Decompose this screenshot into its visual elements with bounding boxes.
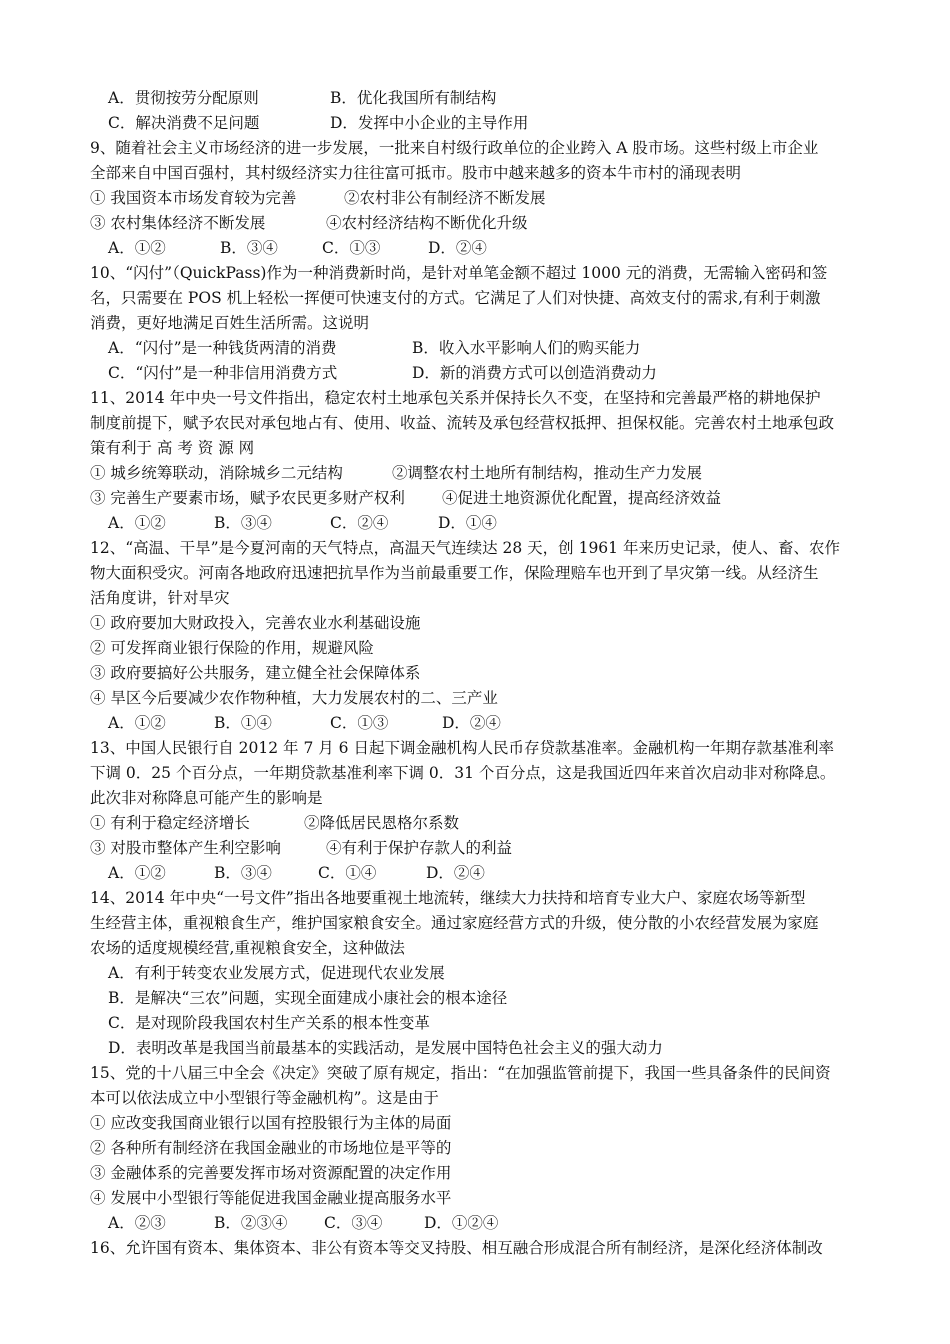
q14-stem: 生经营主体，重视粮食生产，维护国家粮食安全。通过家庭经营方式的升级，使分散的小农经营发展为家庭 bbox=[90, 914, 819, 932]
q15-item-2: ② 各种所有制经济在我国金融业的市场地位是平等的 bbox=[90, 1139, 452, 1157]
q8-option-c: C．解决消费不足问题 bbox=[108, 114, 260, 132]
q9-option-c: C．①③ bbox=[322, 239, 381, 257]
q14-stem: 14、2014 年中央“一号文件”指出各地要重视土地流转，继续大力扶持和培育专业大户、家庭农场等新型 bbox=[90, 889, 806, 907]
q15-option-b: B．②③④ bbox=[214, 1214, 288, 1232]
q12-option-a: A．①② bbox=[108, 714, 166, 732]
q11-item-2: ②调整农村土地所有制结构，推动生产力发展 bbox=[392, 464, 703, 482]
q10-option-a: A．“闪付”是一种钱货两清的消费 bbox=[108, 339, 337, 357]
q10-option-d: D．新的消费方式可以创造消费动力 bbox=[412, 364, 657, 382]
q12-item-2: ② 可发挥商业银行保险的作用，规避风险 bbox=[90, 639, 374, 657]
q11-stem: 策有利于 高 考 资 源 网 bbox=[90, 439, 255, 457]
q12-option-c: C．①③ bbox=[330, 714, 389, 732]
q11-item-4: ④促进土地资源优化配置，提高经济效益 bbox=[442, 489, 722, 507]
q13-stem: 13、中国人民银行自 2012 年 7 月 6 日起下调金融机构人民币存贷款基准率。金融机构一年期存款基准利率 bbox=[90, 739, 834, 757]
q8-option-d: D．发挥中小企业的主导作用 bbox=[330, 114, 529, 132]
q15-option-d: D．①②④ bbox=[424, 1214, 499, 1232]
q15-stem: 15、党的十八届三中全会《决定》突破了原有规定，指出：“在加强监管前提下，我国一些具备条件的民间资 bbox=[90, 1064, 831, 1082]
q13-item-3: ③ 对股市整体产生利空影响 bbox=[90, 839, 281, 857]
q12-stem: 12、“高温、干旱”是今夏河南的天气特点，高温天气连续达 28 天，创 1961 年来历史记录，使人、畜、农作 bbox=[90, 539, 840, 557]
q13-option-c: C．①④ bbox=[318, 864, 377, 882]
q14-option-c: C．是对现阶段我国农村生产关系的根本性变革 bbox=[108, 1014, 430, 1032]
q9-option-d: D．②④ bbox=[428, 239, 487, 257]
q9-item-1: ① 我国资本市场发育较为完善 bbox=[90, 189, 297, 207]
q13-stem: 下调 0．25 个百分点，一年期贷款基准利率下调 0．31 个百分点，这是我国近四年来首次启动非对称降息。 bbox=[90, 764, 836, 782]
q11-item-1: ① 城乡统筹联动，消除城乡二元结构 bbox=[90, 464, 343, 482]
q9-stem: 9、随着社会主义市场经济的进一步发展，一批来自村级行政单位的企业跨入 A 股市场。这些村级上市企业 bbox=[90, 139, 819, 157]
q10-option-c: C．“闪付”是一种非信用消费方式 bbox=[108, 364, 338, 382]
q11-item-3: ③ 完善生产要素市场，赋予农民更多财产权利 bbox=[90, 489, 405, 507]
q15-item-4: ④ 发展中小型银行等能促进我国金融业提高服务水平 bbox=[90, 1189, 452, 1207]
q8-option-b: B．优化我国所有制结构 bbox=[330, 89, 497, 107]
q10-stem: 消费，更好地满足百姓生活所需。这说明 bbox=[90, 314, 370, 332]
q14-stem: 农场的适度规模经营,重视粮食安全，这种做法 bbox=[90, 939, 405, 957]
q9-item-2: ②农村非公有制经济不断发展 bbox=[344, 189, 546, 207]
q16-stem: 16、允许国有资本、集体资本、非公有资本等交叉持股、相互融合形成混合所有制经济，是深化经济体制改 bbox=[90, 1239, 823, 1257]
q12-stem: 活角度讲，针对旱灾 bbox=[90, 589, 230, 607]
q12-stem: 物大面积受灾。河南各地政府迅速把抗旱作为当前最重要工作，保险理赔车也开到了旱灾第一线。从经济生 bbox=[90, 564, 819, 582]
q11-stem: 制度前提下，赋予农民对承包地占有、使用、收益、流转及承包经营权抵押、担保权能。完善农村土地承包政 bbox=[90, 414, 835, 432]
q13-item-1: ① 有利于稳定经济增长 bbox=[90, 814, 250, 832]
q13-option-b: B．③④ bbox=[214, 864, 272, 882]
q10-stem: 10、“闪付”（QuickPass)作为一种消费新时尚，是针对单笔金额不超过 1000 元的消费，无需输入密码和签 bbox=[90, 264, 828, 282]
q14-option-d: D．表明改革是我国当前最基本的实践活动，是发展中国特色社会主义的强大动力 bbox=[108, 1039, 663, 1057]
q12-item-1: ① 政府要加大财政投入，完善农业水利基础设施 bbox=[90, 614, 421, 632]
q13-item-2: ②降低居民恩格尔系数 bbox=[304, 814, 460, 832]
q13-stem: 此次非对称降息可能产生的影响是 bbox=[90, 789, 323, 807]
q15-stem: 本可以依法成立中小型银行等金融机构”。这是由于 bbox=[90, 1089, 439, 1107]
q9-item-4: ④农村经济结构不断优化升级 bbox=[326, 214, 528, 232]
q12-option-d: D．②④ bbox=[442, 714, 501, 732]
q10-option-b: B．收入水平影响人们的购买能力 bbox=[412, 339, 641, 357]
q15-item-1: ① 应改变我国商业银行以国有控股银行为主体的局面 bbox=[90, 1114, 452, 1132]
q11-option-d: D．①④ bbox=[438, 514, 497, 532]
q12-option-b: B．①④ bbox=[214, 714, 272, 732]
q13-option-d: D．②④ bbox=[426, 864, 485, 882]
q15-option-a: A．②③ bbox=[108, 1214, 166, 1232]
q10-stem: 名，只需要在 POS 机上轻松一挥便可快速支付的方式。它满足了人们对快捷、高效支付的需求,有利于刺激 bbox=[90, 289, 821, 307]
q12-item-4: ④ 旱区今后要减少农作物种植，大力发展农村的二、三产业 bbox=[90, 689, 498, 707]
q8-option-a: A．贯彻按劳分配原则 bbox=[108, 89, 259, 107]
q13-item-4: ④有利于保护存款人的利益 bbox=[326, 839, 513, 857]
q13-option-a: A．①② bbox=[108, 864, 166, 882]
q11-option-b: B．③④ bbox=[214, 514, 272, 532]
q9-stem: 全部来自中国百强村，其村级经济实力往往富可抵市。股市中越来越多的资本牛市村的涌现表明 bbox=[90, 164, 742, 182]
q11-option-a: A．①② bbox=[108, 514, 166, 532]
q15-item-3: ③ 金融体系的完善要发挥市场对资源配置的决定作用 bbox=[90, 1164, 452, 1182]
q11-option-c: C．②④ bbox=[330, 514, 389, 532]
q11-stem: 11、2014 年中央一号文件指出，稳定农村土地承包关系并保持长久不变，在坚持和完善最严格的耕地保护 bbox=[90, 389, 821, 407]
q9-option-b: B．③④ bbox=[220, 239, 278, 257]
q14-option-a: A．有利于转变农业发展方式，促进现代农业发展 bbox=[108, 964, 445, 982]
q9-item-3: ③ 农村集体经济不断发展 bbox=[90, 214, 266, 232]
q15-option-c: C．③④ bbox=[324, 1214, 383, 1232]
q14-option-b: B．是解决“三农”问题，实现全面建成小康社会的根本途径 bbox=[108, 989, 508, 1007]
q9-option-a: A．①② bbox=[108, 239, 166, 257]
q12-item-3: ③ 政府要搞好公共服务，建立健全社会保障体系 bbox=[90, 664, 421, 682]
